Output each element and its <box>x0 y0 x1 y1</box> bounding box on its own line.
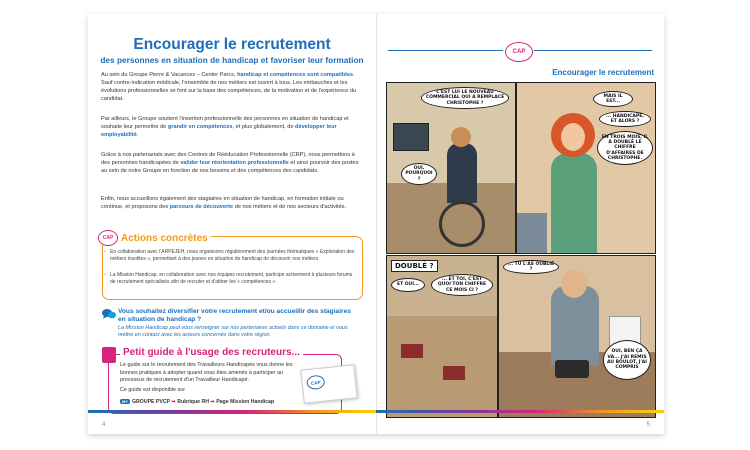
arrow-right-icon: ➡ <box>171 399 176 405</box>
page-title: Encourager le recrutement <box>552 68 654 77</box>
intranet-path[interactable] <box>120 399 274 405</box>
text-span: Par ailleurs, le Groupe soutient l'insertion professionnelle des personnes en situation de handicap et souhaite leur permettre de <box>101 116 349 130</box>
guide-booklet-image <box>300 364 357 403</box>
character-wheelchair-illustration <box>447 143 477 203</box>
text-span: . Sauf contre-indication médicale, l'ensemble de nos métiers est ouvert à tous. Les embauches et les évolutions professionnelles se font sur la base des compétences, de la motivation et de l'expérience du candidat. <box>101 72 357 102</box>
speech-bubble: OUI, POURQUOI ? <box>401 163 437 185</box>
comic-panel-1 <box>386 82 516 254</box>
text-span: Grâce à nos partenariats avec des Centres de Rééducation Professionnelle (CRP), nous permettons à des personnes handicapées de <box>101 152 355 166</box>
character-head-illustration <box>451 127 471 147</box>
speech-bubble: C'EST LUI LE NOUVEAU COMMERCIAL QUI A REMPLACÉ CHRISTOPHE ? <box>421 87 509 109</box>
page-subtitle: des personnes en situation de handicap et favoriser leur formation <box>100 55 364 65</box>
face-illustration <box>561 270 587 298</box>
header-rule <box>388 50 503 51</box>
path-item: Rubrique RH <box>177 399 209 405</box>
speech-bubble: MAIS IL EST... <box>593 91 633 107</box>
page-number: 4 <box>102 422 106 428</box>
telephone-illustration <box>555 360 589 378</box>
face-illustration <box>561 123 585 151</box>
action-bullet-forums: • La Mission Handicap, en collaboration avec nos équipes recrutement, participe activement à plusieurs forums de recrutement spécialisés afin de recruter et d'attirer les « compétences ». <box>110 272 355 287</box>
paragraph-crp <box>101 152 363 176</box>
intro-paragraph <box>101 72 363 104</box>
character-man-illustration <box>551 286 599 366</box>
text-span: de nos métiers et de nos secteurs d'activités. <box>233 203 347 210</box>
action-bullet-arpejeh: • En collaboration avec l'ARPEJEH, nous organisons régulièrement des journées thématiques « Exploration des métiers insolites », permettant à des jeunes en situation de handicap de découvrir nos métiers. <box>110 249 355 264</box>
comic-panel-3 <box>386 255 498 418</box>
guide-title: Petit guide à l'usage des recruteurs... <box>120 347 303 358</box>
guide-description: Le guide sur le recrutement des Travailleurs Handicapés vous donne les bonnes pratiques à adopter quand vous êtes amenés à participer au processus de recrutement d'un Travailleur Handicapé. <box>120 362 293 384</box>
color-stripe <box>88 410 376 413</box>
brochure-spread <box>88 14 664 434</box>
wheelchair-wheel-illustration <box>439 201 485 247</box>
page-number: 5 <box>646 422 650 428</box>
path-item: GROUPE PVCP <box>132 399 170 405</box>
text-span: Au sein du Groupe Pierre & Vacances – Center Parcs, <box>101 72 238 78</box>
cap-logo-icon: CAP <box>306 374 325 390</box>
highlight-text: parcours de découverte <box>169 203 234 210</box>
shout-caption: DOUBLÉ ? <box>391 260 438 272</box>
intranet-logo-icon: MY <box>122 399 128 404</box>
character-woman-illustration <box>551 153 597 253</box>
cap-logo-icon: CAP <box>98 230 118 246</box>
guide-availability: Ce guide est disponible sur <box>120 386 186 393</box>
header-rule <box>534 50 652 51</box>
speech-bubble: OUI, BEN ÇA VA... J'AI REMIS AU BOULOT, J'AI COMPRIS <box>603 340 651 380</box>
monitor-illustration <box>393 123 429 151</box>
text-span: Enfin, nous accueillons également des stagiaires en situation de handicap, en formation initiale ou continue, et proposons des <box>101 196 344 210</box>
speech-bubble: ET OUI... <box>391 278 425 292</box>
speech-bubble: EN TROIS MOIS, IL A DOUBLÉ LE CHIFFRE D'AFFAIRES DE CHRISTOPHE. <box>597 131 653 165</box>
text-span: . <box>136 131 139 138</box>
color-stripe <box>376 410 664 413</box>
cap-logo-icon: CAP <box>505 42 533 62</box>
speech-bubbles-icon <box>102 308 116 320</box>
colleague-illustration <box>517 213 547 253</box>
guide-book-icon <box>102 347 116 363</box>
paragraph-interns <box>101 196 363 212</box>
comic-panel-2 <box>516 82 656 254</box>
contact-text: La Mission Handicap peut vous renseigner sur nos partenaires actuels dans ce domaine et vous mettre en contact avec les acteurs concernés dans votre région. <box>118 325 348 339</box>
left-page <box>88 14 376 434</box>
contact-question: Vous souhaitez diversifier votre recrutement et/ou accueillir des stagiaires en situation de handicap ? <box>118 308 351 324</box>
speech-bubble: ... TU L'AS OUBLIÉ ? <box>503 260 559 274</box>
speech-bubble: ... ET TOI, C'EST QUOI TON CHIFFRE CE MOIS CI ? <box>431 274 493 296</box>
actions-title: Actions concrètes <box>118 233 211 244</box>
desk-chair-illustration <box>401 344 423 358</box>
highlight-text: grandir en compétences <box>167 123 233 130</box>
highlight-text: développer leur employabilité <box>101 123 337 138</box>
paragraph-skills <box>101 116 363 140</box>
desk-chair-illustration <box>443 366 465 380</box>
arrow-right-icon: ➡ <box>210 399 215 405</box>
speech-bubble: ... HANDICAPÉ, ET ALORS ? <box>599 111 651 127</box>
office-desks-illustration <box>387 316 497 417</box>
right-page <box>376 14 664 434</box>
comic-panel-4 <box>498 255 656 418</box>
path-item: Page Mission Handicap <box>216 399 275 405</box>
actions-box <box>102 236 363 300</box>
highlight-text: valider leur réorientation professionnelle <box>180 159 289 166</box>
page-title: Encourager le recrutement <box>133 36 331 53</box>
guide-text <box>120 362 295 394</box>
text-span: et ainsi pourvoir des postes au sein de notre Groupe en fonction de nos besoins et des compétences des candidats. <box>101 159 359 174</box>
text-span: , et plus globalement, de <box>232 123 296 130</box>
highlight-text: handicap et compétences sont compatibles <box>237 72 354 78</box>
